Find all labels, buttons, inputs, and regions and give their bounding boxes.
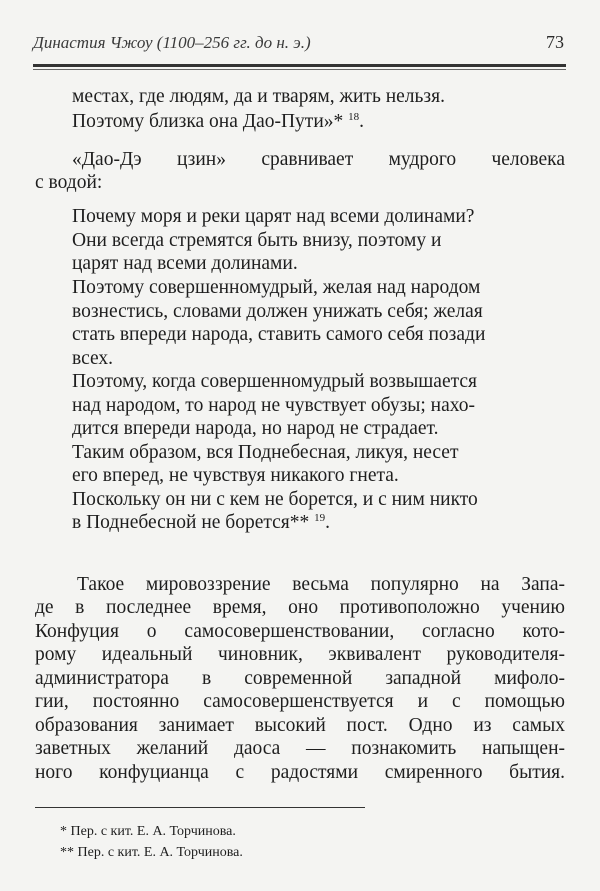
line-text: Поскольку он ни с кем не борется, и с ним никто xyxy=(72,489,478,510)
line-text: де в последнее время, оно противоположно учению xyxy=(35,597,565,618)
text-line xyxy=(35,715,565,737)
text-line xyxy=(72,277,480,299)
text-line xyxy=(77,574,565,596)
line-text: Поэтому совершенномудрый, желая над народом xyxy=(72,277,481,298)
line-text: дится впереди народа, но народ не страдает. xyxy=(72,418,439,439)
text-line xyxy=(72,324,485,346)
line-text: Поэтому близка она Дао-Пути»* xyxy=(72,111,344,132)
text-line xyxy=(72,348,113,370)
line-text: Конфуция о самосовершенствовании, согласно кото- xyxy=(35,621,565,642)
text-line xyxy=(72,111,364,133)
text-line xyxy=(35,644,565,666)
line-text: рому идеальный чиновник, эквивалент руководителя- xyxy=(35,644,565,665)
line-tail: . xyxy=(359,111,365,132)
line-text: над народом, то народ не чувствует обузы; нахо- xyxy=(72,395,476,416)
text-line xyxy=(72,301,483,323)
line-text: вознестись, словами должен унижать себя; желая xyxy=(72,301,483,322)
text-line xyxy=(35,738,565,760)
text-line xyxy=(72,418,438,440)
line-text: всех. xyxy=(72,348,114,369)
endnote-reference: 18 xyxy=(348,111,360,123)
text-line xyxy=(72,253,298,275)
footnote: * Пер. с кит. Е. А. Торчинова. xyxy=(60,824,236,839)
line-text: ного конфуцианца с радостями смиренного бытия. xyxy=(35,762,565,783)
page-number: 73 xyxy=(546,32,564,52)
text-line xyxy=(72,442,458,464)
text-line xyxy=(72,86,445,108)
line-text: стать впереди народа, ставить самого себя позади xyxy=(72,324,486,345)
line-text: Поэтому, когда совершенномудрый возвышается xyxy=(72,371,477,392)
text-line xyxy=(35,172,102,194)
endnote-reference: 19 xyxy=(314,512,326,524)
text-line xyxy=(72,230,441,252)
text-line xyxy=(35,691,565,713)
line-text: Почему моря и реки царят над всеми долинами? xyxy=(72,206,475,227)
text-line xyxy=(72,465,399,487)
header-rule xyxy=(33,64,566,67)
text-line xyxy=(35,597,565,619)
line-tail: . xyxy=(325,512,330,533)
text-line xyxy=(72,489,478,511)
text-line xyxy=(35,668,565,690)
text-line xyxy=(72,395,475,417)
line-text: образования занимает высокий пост. Одно из самых xyxy=(35,715,565,736)
line-text: Они всегда стремятся быть внизу, поэтому и xyxy=(72,230,442,251)
text-line xyxy=(72,149,565,171)
line-text: его вперед, не чувствуя никакого гнета. xyxy=(72,465,399,486)
footnote: ** Пер. с кит. Е. А. Торчинова. xyxy=(60,845,243,860)
footnote-rule xyxy=(35,807,365,808)
line-text: администратора в современной западной мифоло- xyxy=(35,668,565,689)
line-text: в Поднебесной не борется** xyxy=(72,512,310,533)
text-line xyxy=(72,206,474,228)
running-title: Династия Чжоу (1100–256 гг. до н. э.) xyxy=(33,33,311,52)
line-text: царят над всеми долинами. xyxy=(72,253,298,274)
text-line xyxy=(72,371,477,393)
line-text: с водой: xyxy=(35,172,103,193)
header-rule-thin xyxy=(33,69,566,70)
line-text: Такое мировоззрение весьма популярно на Запа- xyxy=(77,574,565,595)
line-text: «Дао-Дэ цзин» сравнивает мудрого человека xyxy=(72,149,565,170)
line-text: Таким образом, вся Поднебесная, ликуя, несет xyxy=(72,442,459,463)
text-line xyxy=(35,621,565,643)
line-text: местах, где людям, да и тварям, жить нельзя. xyxy=(72,86,445,107)
text-line xyxy=(35,762,565,784)
text-line xyxy=(72,512,330,534)
line-text: гии, постоянно самосовершенствуется и с помощью xyxy=(35,691,565,712)
line-text: заветных желаний даоса — познакомить напыщен- xyxy=(35,738,565,759)
